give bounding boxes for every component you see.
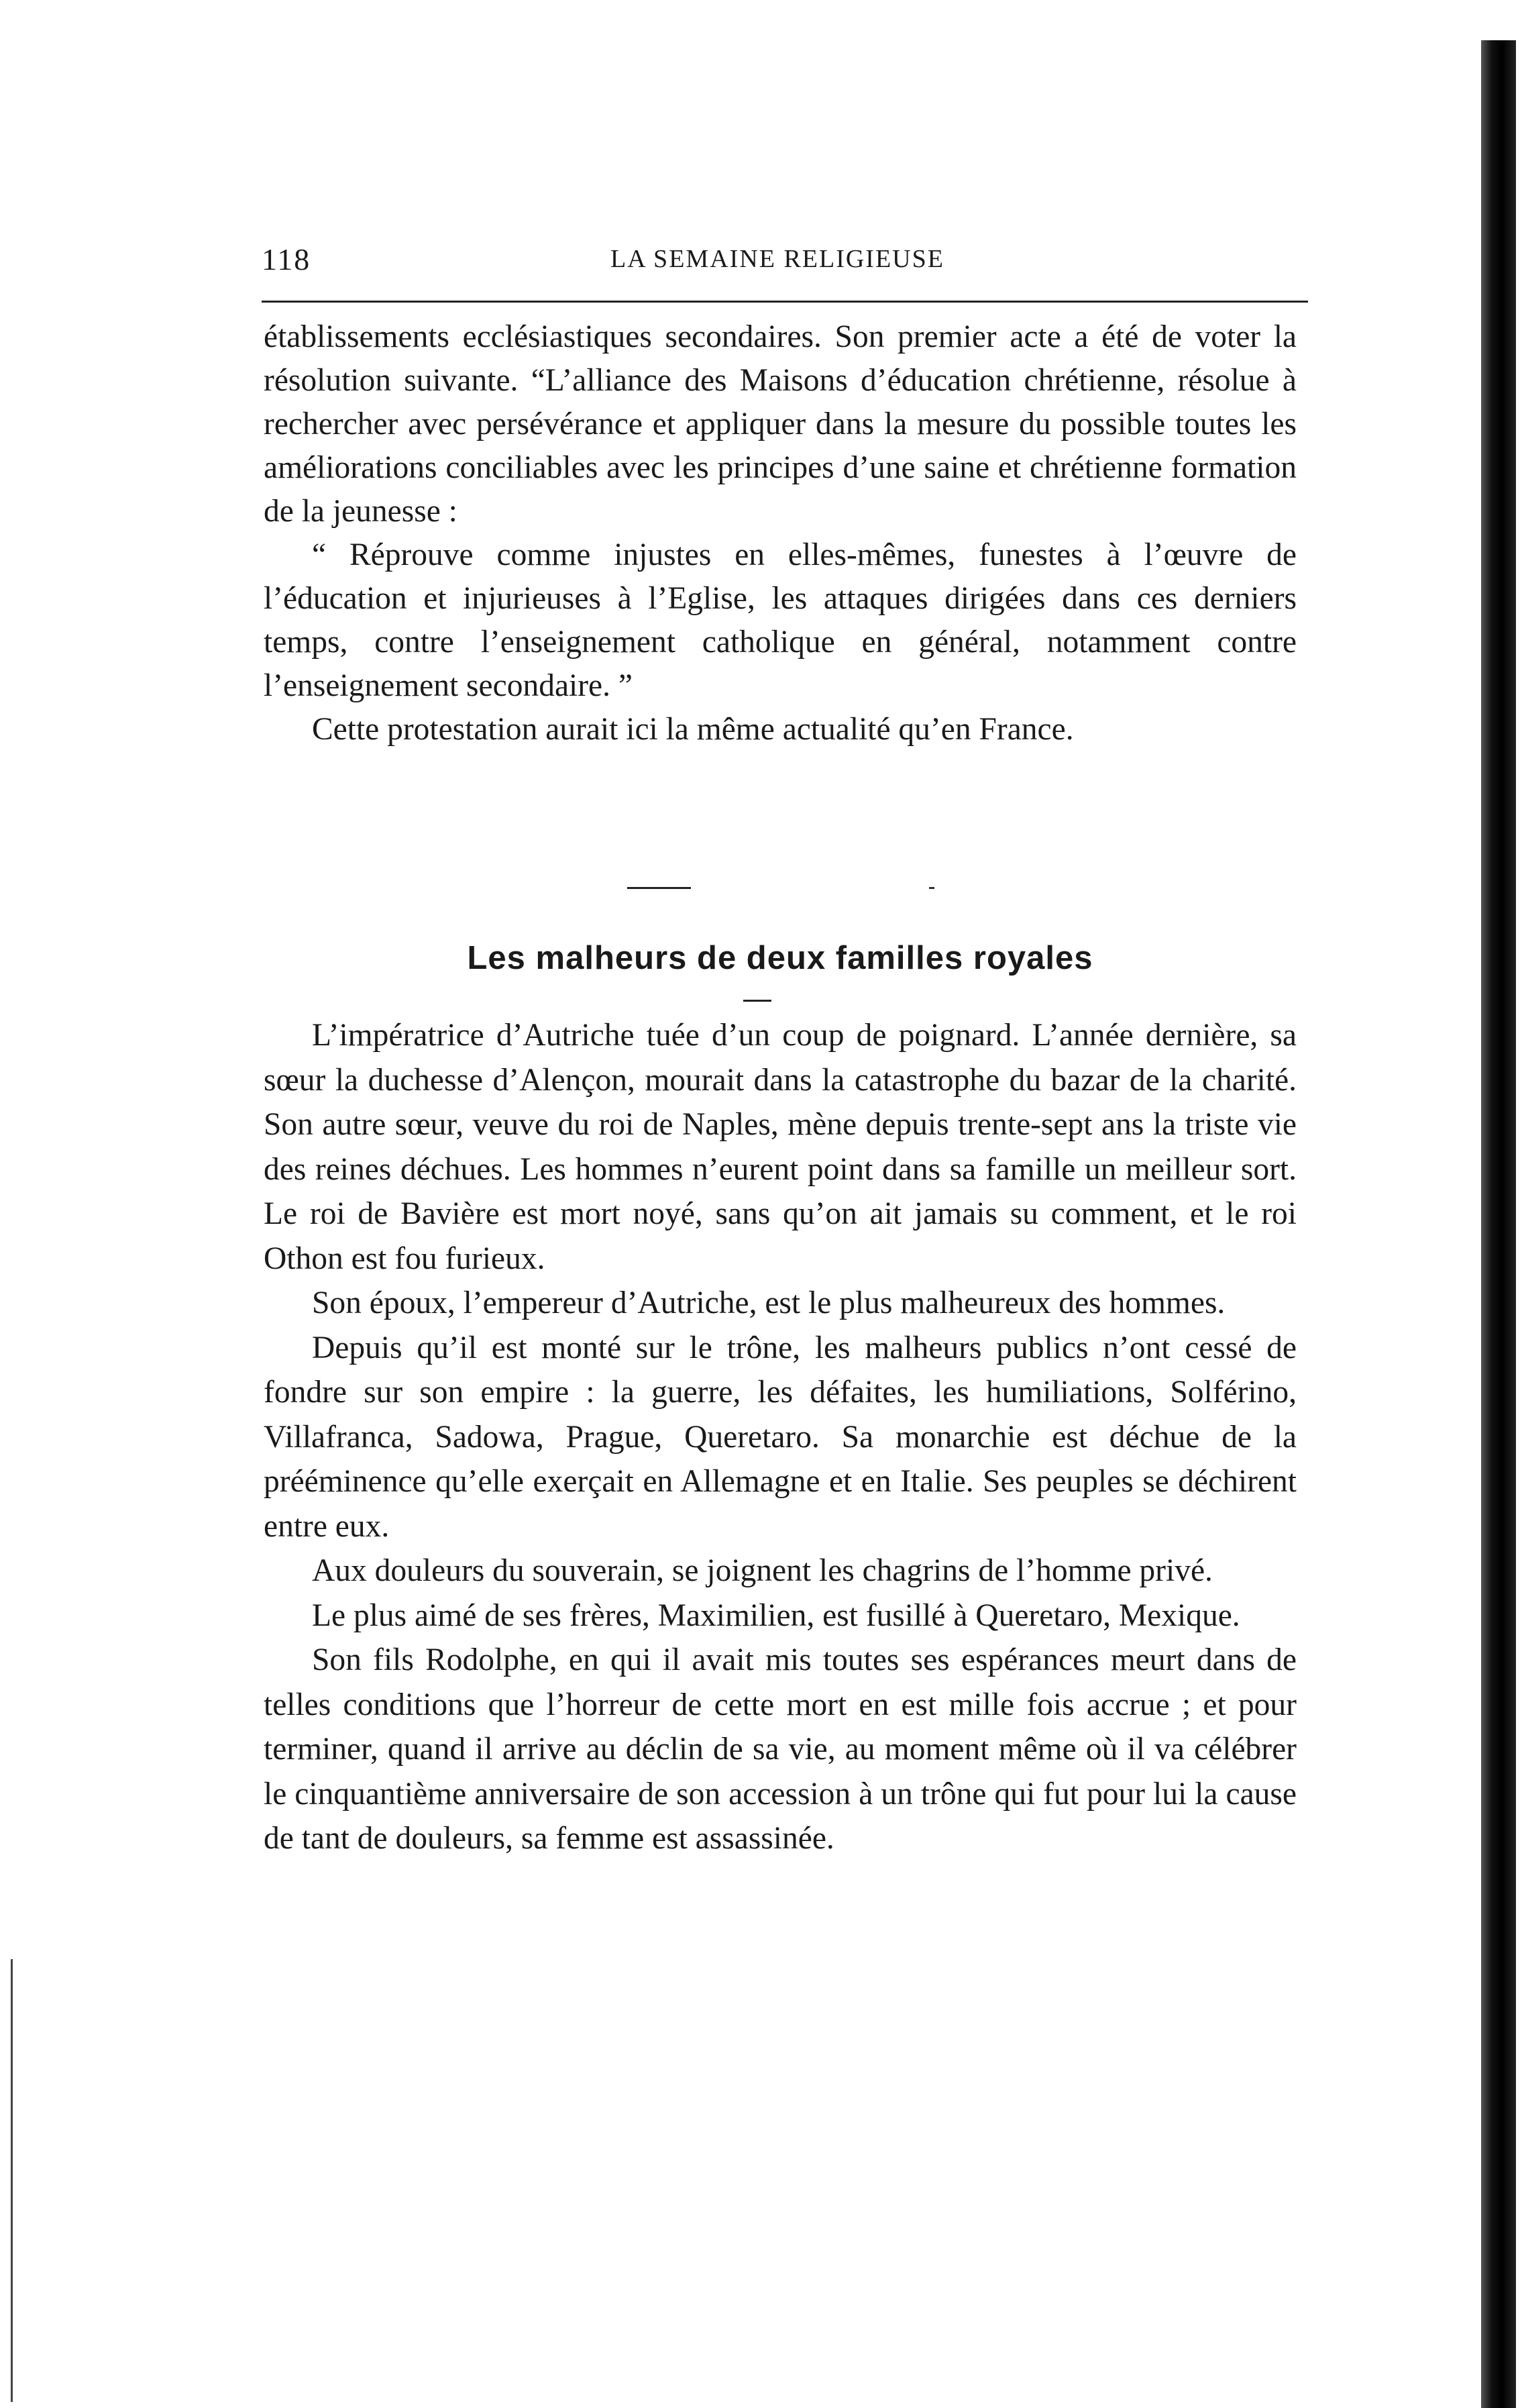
paragraph: Depuis qu’il est monté sur le trône, les malheurs publics n’ont cessé de fondre sur son empire : la guerre, les défaites, les humiliations, Solférino, Villafranca, Sadowa, Prague, Queretaro. Sa monarchie est déchue de la prééminence qu’elle exerçait en Allemagne et en Italie. Ses peuples se déchirent entre eux. (264, 1330, 1297, 1544)
paragraph: Son époux, l’empereur d’Autriche, est le plus malheureux des hommes. (312, 1286, 1226, 1320)
paragraph: Aux douleurs du souverain, se joignent les chagrins de l’homme privé. (312, 1553, 1213, 1588)
separator-dot (929, 887, 934, 889)
page-header (262, 242, 1308, 282)
page-edge-mark (11, 1959, 13, 2402)
first-section-text (264, 315, 1297, 751)
paragraph: L’impératrice d’Autriche tuée d’un coup de poignard. L’année dernière, sa sœur la duchesse d’Alençon, mourait dans la catastrophe du bazar de la charité. Son autre sœur, veuve du roi de Naples, mène depuis trente-sept ans la triste vie des reines déchues. Les hommes n’eurent point dans sa famille un meilleur sort. Le roi de Bavière est mort noyé, sans qu’on ait jamais su comment, et le roi Othon est fou furieux. (264, 1018, 1297, 1276)
title-dash (743, 1000, 771, 1002)
paragraph: “ Réprouve comme injustes en elles-mêmes, funestes à l’œuvre de l’éducation et injurieuses à l’Eglise, les attaques dirigées dans ces derniers temps, contre l’enseignement catholique en général, notamment contre l’enseignement secondaire. ” (264, 537, 1297, 703)
section-separator (627, 887, 691, 889)
paragraph: Le plus aimé de ses frères, Maximilien, est fusillé à Queretaro, Mexique. (312, 1598, 1240, 1633)
paragraph: établissements ecclésiastiques secondaires. Son premier acte a été de voter la résolution suivante. “L’alliance des Maisons d’éducation chrétienne, résolue à rechercher avec persévérance et appliquer dans la mesure du possible toutes les améliorations conciliables avec les principes d’une saine et chrétienne formation de la jeunesse : (264, 319, 1297, 529)
page-edge-shadow (1481, 40, 1516, 2408)
paragraph: Cette protestation aurait ici la même actualité qu’en France. (312, 712, 1074, 747)
running-title: LA SEMAINE RELIGIEUSE (610, 245, 944, 273)
header-rule (262, 301, 1308, 303)
section-title: Les malheurs de deux familles royales (467, 940, 1093, 976)
second-section-text (264, 1013, 1297, 1861)
page-number: 118 (262, 242, 311, 276)
paragraph: Son fils Rodolphe, en qui il avait mis toutes ses espérances meurt dans de telles conditions que l’horreur de cette mort en est mille fois accrue ; et pour terminer, quand il arrive au déclin de sa vie, au moment même où il va célébrer le cinquantième anniversaire de son accession à un trône qui fut pour lui la cause de tant de douleurs, sa femme est assassinée. (264, 1642, 1297, 1856)
